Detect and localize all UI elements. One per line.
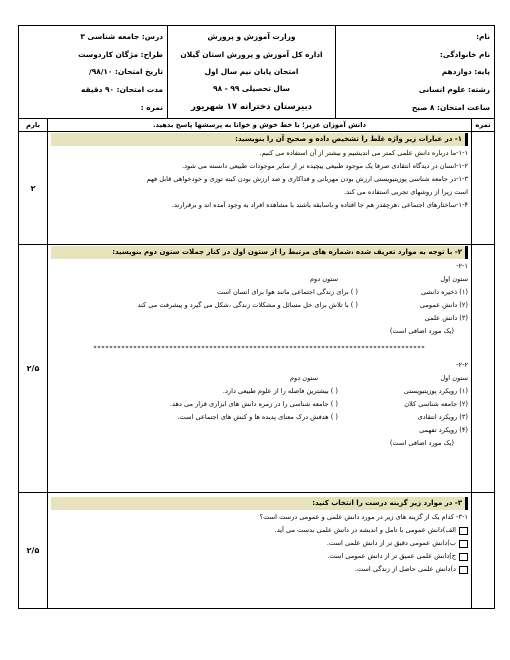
q1-item: است زیرا از روشهای تجربی استفاده می کند. bbox=[344, 188, 468, 196]
barem-column-label: بارم bbox=[19, 119, 48, 131]
match-option: (۳) رویکرد انتقادی bbox=[417, 413, 468, 421]
column-one-label: ستون اول bbox=[440, 275, 468, 283]
name-field[interactable]: نام: bbox=[476, 32, 490, 42]
option-c[interactable]: ج)دانش علمی عمیق تر از دانش عمومی است. bbox=[51, 550, 468, 563]
match-statement[interactable]: ( ) بیشترین فاصله را از علوم طبیعی دارد. bbox=[222, 387, 338, 395]
family-field[interactable]: نام خانوادگی: bbox=[439, 49, 490, 59]
q3-title: ۳- در موارد زیر گزینه درست را انتخاب کنید: bbox=[51, 497, 468, 510]
column-two-label: ستون دوم bbox=[289, 374, 318, 382]
q1-title: ۱- در عبارات زیر واژه غلط را تشخیص داده و صحیح آن را بنویسید: bbox=[51, 133, 468, 146]
match-option: (۲) دانش عمومی bbox=[419, 301, 468, 309]
match-option: (۴) رویکرد تفهمی bbox=[419, 426, 468, 434]
extra-note: (یک مورد اضافی است) bbox=[389, 327, 454, 335]
q1-item: ۱-۱-ما درباره دانش علمی کمتر می اندیشیم و بیشتر از آن استفاده می کنیم. bbox=[259, 149, 468, 157]
lesson-text: درس: جامعه شناسی ۳ bbox=[80, 32, 163, 42]
q2-2-label: ۲-۲- bbox=[456, 361, 468, 369]
question-2 bbox=[19, 245, 494, 493]
field-text: رشته: علوم انسانی bbox=[418, 85, 490, 95]
q1-item: ۱-۳-در جامعه شناسی پوزیتیویستی ارزش بودن مهربانی و فداکاری و ضد ارزش بودن کینه توزی و خودخواهی قابل فهم bbox=[146, 175, 468, 183]
exam-header bbox=[19, 26, 494, 119]
checkbox-icon[interactable] bbox=[459, 566, 468, 574]
school-info bbox=[167, 26, 335, 118]
q3-score: ۲/۵ bbox=[19, 493, 48, 608]
q2-score: ۲/۵ bbox=[19, 245, 48, 492]
match-option: (۲) جامعه شناسی کلان bbox=[404, 400, 468, 408]
score-column-label: نمره bbox=[471, 119, 494, 131]
student-info bbox=[335, 26, 494, 118]
q2-1-label: ۲-۱- bbox=[456, 262, 468, 270]
q1-item: ۱-۲-انسان در دیدگاه انتقادی صرفا یک موجود طبیعی پیچیده تر از سایر موجودات طبیعی دانسته می شود. bbox=[181, 162, 468, 170]
question-3 bbox=[19, 493, 494, 608]
exam-text: امتحان پایان نیم سال اول bbox=[204, 66, 299, 76]
designer-text: طراح: مژگان کاردوست bbox=[78, 49, 163, 59]
checkbox-icon[interactable] bbox=[459, 527, 468, 535]
option-a[interactable]: الف)دانش عمومی با تامل و اندیشه در دانش علمی بدست می آید. bbox=[51, 524, 468, 537]
office-text: اداره کل آموزش و پرورش استان گیلان bbox=[180, 49, 323, 59]
match-option: (۳) دانش علمی bbox=[424, 314, 468, 322]
separator-stars: *********************************************************************************** bbox=[93, 345, 426, 352]
q3-stem: ۳-۱- کدام یک از گزینه های زیر در مورد دانش علمی و عمومی درست است؟ bbox=[259, 513, 468, 521]
match-option: (۱) رویکرد پوزیتیویستی bbox=[403, 387, 468, 395]
option-d[interactable]: د)دانش علمی حاصل از زندگی است. bbox=[51, 563, 468, 576]
ministry-text: وزارت آموزش و پرورش bbox=[207, 32, 296, 42]
year-text: سال تحصیلی ۹۹ - ۹۸ bbox=[213, 84, 290, 94]
school-text: دبیرستان دخترانه ۱۷ شهریور bbox=[190, 101, 313, 112]
match-statement[interactable]: ( ) با تلاش برای حل مسائل و مشکلات زندگی ،شکل می گیرد و پیشرفت می کند bbox=[137, 301, 358, 309]
table-header bbox=[19, 119, 494, 132]
exam-sheet bbox=[18, 25, 495, 609]
time-text: ساعت امتحان: ۸ صبح bbox=[411, 102, 490, 112]
column-one-label: ستون اول bbox=[440, 374, 468, 382]
match-option: (۱) ذخیره دانشی bbox=[421, 288, 468, 296]
duration-text: مدت امتحان: ۹۰ دقیقه bbox=[81, 85, 163, 95]
lesson-info bbox=[19, 26, 167, 118]
column-two-label: ستون دوم bbox=[309, 275, 338, 283]
grade-label: نمره : bbox=[140, 102, 163, 112]
question-1 bbox=[19, 132, 494, 245]
checkbox-icon[interactable] bbox=[459, 553, 468, 561]
q2-title: ۲- با توجه به موارد تعریف شده ،شماره های مرتبط را از ستون اول در کنار جملات ستون دوم بنویسید: bbox=[51, 246, 468, 259]
date-text: تاریخ امتحان: ۹۸/۱۰/ bbox=[89, 67, 163, 77]
instruction-text: دانش آموزان عزیز؛ با خط خوش و خوانا به پرسشها پاسخ بدهید. bbox=[152, 121, 367, 129]
q1-item: ۱-۴-ساختارهای اجتماعی ،هرچقدر هم جا افتاده و باسابقه باشند با مشاهده افراد به وجود آمده اند و برقرارند. bbox=[171, 201, 468, 209]
q1-score: ۲ bbox=[19, 132, 48, 244]
grade-text: پایه: دوازدهم bbox=[441, 67, 490, 77]
extra-note: (یک مورد اضافی است) bbox=[389, 439, 454, 447]
option-b[interactable]: ب)دانش عمومی دقیق تر از دانش علمی است. bbox=[51, 537, 468, 550]
match-statement[interactable]: ( ) برای زندگی اجتماعی مانند هوا برای انسان است bbox=[217, 288, 358, 296]
checkbox-icon[interactable] bbox=[459, 540, 468, 548]
match-statement[interactable]: ( ) جامعه شناسی را در زمره دانش های ابزاری قرار می دهد. bbox=[169, 400, 338, 408]
match-statement[interactable]: ( ) هدفش درک معنای پدیده ها و کنش های اجتماعی است. bbox=[177, 413, 338, 421]
